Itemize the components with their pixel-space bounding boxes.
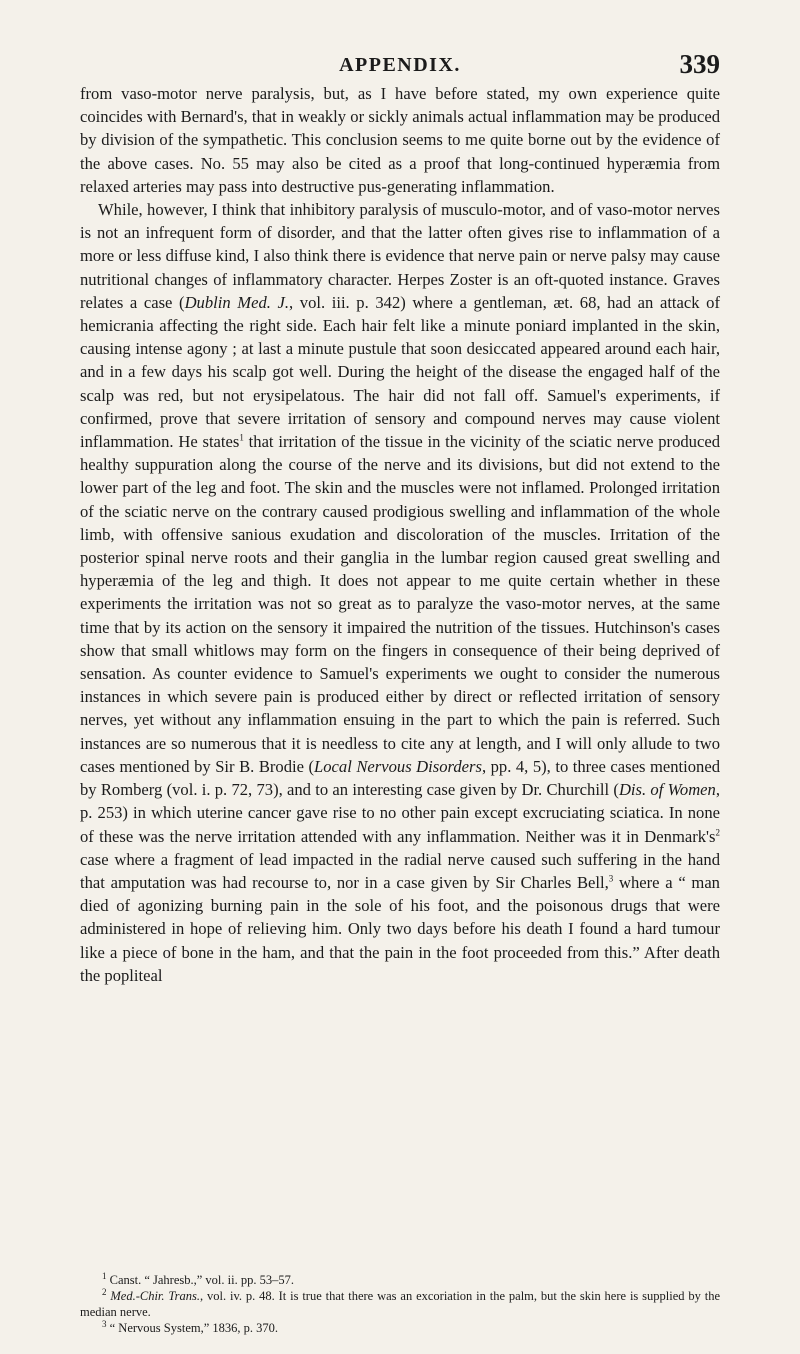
text-run: where a “ man died of agonizing burning pain in the sole of his foot, and the poisonous drugs that were administered in hope of relieving him. Only two days before his death I found a hard tumour like a piece of bone in the ham, and that the pain in the foot proceeded from this.” After death the popliteal: [80, 872, 720, 985]
text-run: that irritation of the tissue in the vicinity of the sciatic nerve produced healthy suppuration along the course of the nerve and its divisions, but did not extend to the lower part of the leg and foot. The skin and the muscles were not inflamed. Prolonged irritation of the sciatic nerve on the contrary caused prodigious swelling and inflammation of the whole limb, with offensive sanious exudation and discoloration of the muscles. Irritation of the posterior spinal nerve roots and their ganglia in the lumbar region caused great swelling and hyperæmia of the leg and thigh. It does not appear to me quite certain whether in these experiments the irritation was not so great as to paralyze the vaso-motor nerves, at the same time that by its action on the sensory it impaired the nutrition of the tissues. Hutchinson's cases show that small whitlows may form on the fingers in consequence of their being deprived of sensation. As counter evidence to Samuel's experiments we ought to consider the numerous instances in which severe pain is produced either by direct or reflected irritation of sensory nerves, yet without any inflammation ensuing in the part to which the pain is referred. Such instances are so numerous that it is needless to cite any at length, and I will only allude to two cases mentioned by Sir B. Brodie (: [80, 432, 720, 776]
footnote-marker: 2: [102, 1286, 107, 1297]
text-run: case where a fragment of lead impacted in the radial nerve caused such suffering in the hand that amputation was had recourse to, nor in a case given by Sir Charles Bell,: [80, 849, 720, 892]
paragraph: [80, 198, 720, 987]
text-run: , vol. iii. p. 342) where a gentleman, æt. 68, had an attack of hemicrania affecting the right side. Each hair felt like a minute poniard implanted in the skin, causing intense agony ; at last a minute pustule that soon desiccated appeared around each hair, and in a few days his scalp got well. During the height of the disease the engaged half of the scalp was red, but not erysipelatous. The hair did not fall off. Samuel's experiments, if confirmed, prove that severe irritation of sensory and compound nerves may cause violent inflammation. He states: [80, 292, 720, 452]
text-run: , vol. iv. p. 48. It is true that there was an excoriation in the palm, but the skin here is supplied by the median nerve.: [80, 1289, 721, 1319]
footnote: [80, 1288, 720, 1320]
text-run: from vaso-motor nerve paralysis, but, as I have before stated, my own experience quite coincides with Bernard's, that in weakly or sickly animals actual inflammation may be produced by division of the sympathetic. This conclusion seems to me quite borne out by the evidence of the above cases. No. 55 may also be cited as a proof that long-continued hyperæmia from relaxed arteries may pass into destructive pus-generating inflammation.: [80, 84, 720, 196]
italic-citation: Dis. of Women: [618, 780, 716, 800]
text-run: , p. 253) in which uterine cancer gave rise to no other pain except excruciating sciatica. In none of these was the nerve irritation attended with any inflammation. Neither was it in Denmark's: [80, 780, 720, 846]
running-title: APPENDIX.: [339, 54, 461, 76]
footnote-marker: 1: [102, 1270, 107, 1281]
footnote: [80, 1272, 720, 1288]
italic-citation: Med.-Chir. Trans.: [110, 1289, 201, 1303]
italic-citation: Dublin Med. J.: [184, 292, 290, 312]
italic-citation: Local Nervous Disorders: [314, 756, 482, 776]
footnote-marker: 2: [715, 826, 720, 837]
page-header: [80, 44, 720, 80]
text-run: “ Nervous System,” 1836, p. 370.: [106, 1321, 279, 1335]
page-number: 339: [679, 49, 720, 79]
text-run: While, however, I think that inhibitory paralysis of musculo-motor, and of vaso-motor nerves is not an infrequent form of disorder, and that the latter often gives rise to inflammation of a more or less diffuse kind, I also think there is evidence that nerve pain or nerve palsy may cause nutritional changes of inflammatory character. Herpes Zoster is an oft-quoted instance. Graves relates a case (: [80, 200, 720, 312]
body-text: [80, 82, 720, 987]
text-run: Canst. “ Jahresb.,” vol. ii. pp. 53–57.: [106, 1273, 294, 1287]
footnote-marker: 3: [608, 873, 614, 884]
footnotes: [80, 1272, 720, 1336]
footnote-marker: 3: [102, 1318, 107, 1329]
footnote-marker: 1: [239, 432, 244, 443]
footnote: [80, 1320, 720, 1336]
paragraph: [80, 82, 720, 198]
text-run: , pp. 4, 5), to three cases mentioned by Romberg (vol. i. p. 72, 73), and to an interesting case given by Dr. Churchill (: [80, 756, 721, 800]
